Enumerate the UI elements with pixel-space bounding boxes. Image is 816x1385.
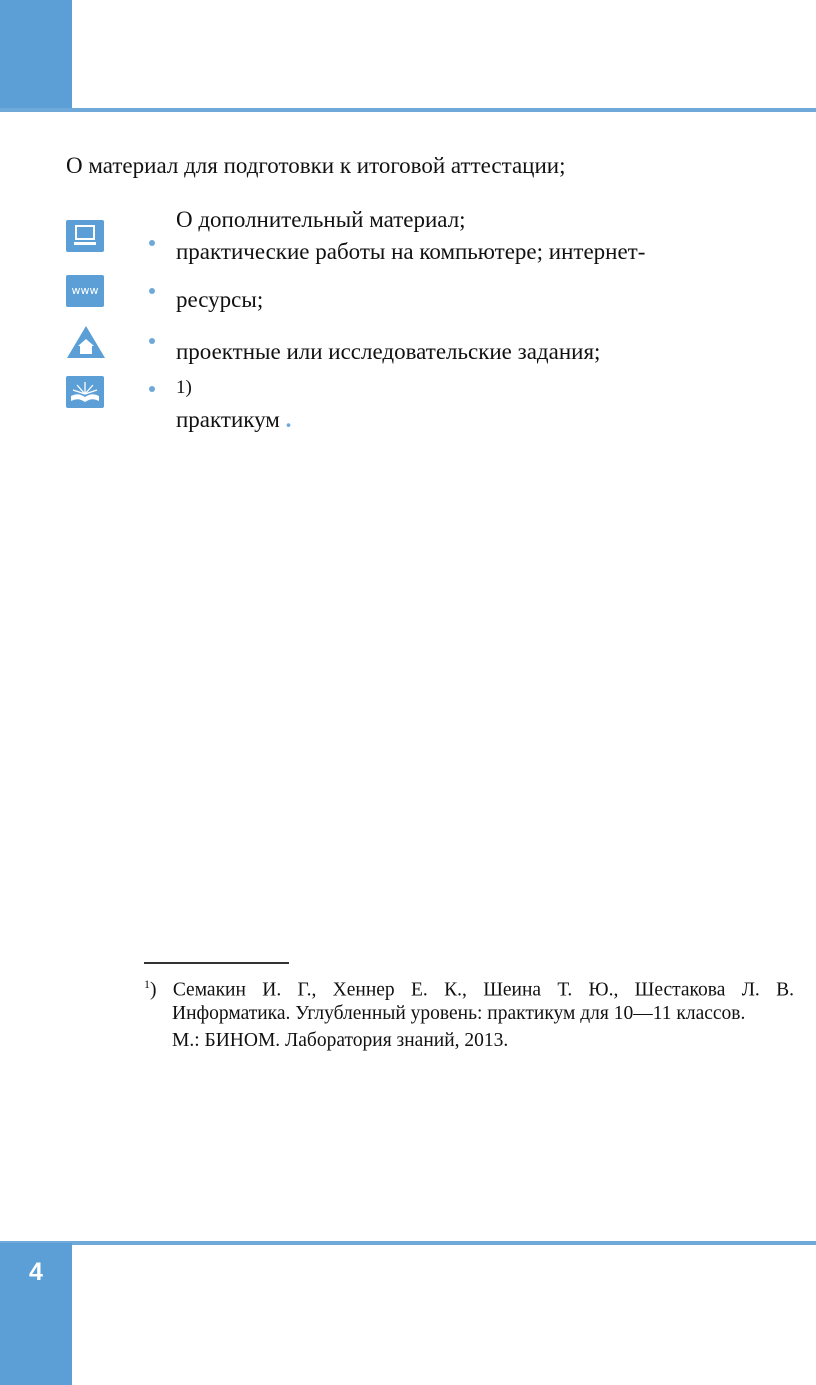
footnote-line-publisher: М.: БИНОМ. Лаборатория знаний, 2013. bbox=[172, 1030, 509, 1051]
text-line-additional-material: О дополнительный материал; bbox=[176, 207, 466, 232]
text-line-project-tasks: проектные или исследовательские задания; bbox=[176, 339, 601, 364]
header-color-tab bbox=[0, 0, 72, 112]
www-icon-label: www bbox=[71, 284, 99, 297]
house-triangle-icon bbox=[66, 325, 106, 359]
practicum-mark: . bbox=[285, 407, 292, 432]
open-book-icon bbox=[66, 376, 104, 408]
practicum-word: практикум bbox=[176, 407, 280, 432]
footnote-mark: 1 bbox=[144, 977, 150, 991]
text-line-resources: ресурсы; bbox=[176, 287, 264, 312]
footer-rule bbox=[0, 1241, 816, 1245]
page-number: 4 bbox=[29, 1258, 43, 1286]
bullet-dot bbox=[149, 338, 155, 344]
bullet-dot bbox=[149, 386, 155, 392]
footnote-line-authors bbox=[144, 978, 794, 1000]
footnote-separator bbox=[144, 962, 289, 964]
footnote-line-title: Информатика. Углубленный уровень: практикум для 10—11 классов. bbox=[172, 1003, 746, 1024]
www-icon bbox=[66, 275, 104, 307]
text-line-practicum bbox=[176, 408, 291, 431]
bullet-dot bbox=[149, 240, 155, 246]
text-line-footnote-ref: 1) bbox=[176, 377, 192, 398]
text-line-practical-works: практические работы на компьютере; интернет- bbox=[176, 239, 646, 264]
text-line-final-attestation: О материал для подготовки к итоговой аттестации; bbox=[66, 153, 566, 178]
computer-icon bbox=[66, 220, 104, 252]
bullet-dot bbox=[149, 288, 155, 294]
footnote-authors: ) Семакин И. Г., Хеннер Е. К., Шеина Т. Ю., Шестакова Л. В. bbox=[150, 979, 794, 1001]
header-rule bbox=[0, 108, 816, 112]
